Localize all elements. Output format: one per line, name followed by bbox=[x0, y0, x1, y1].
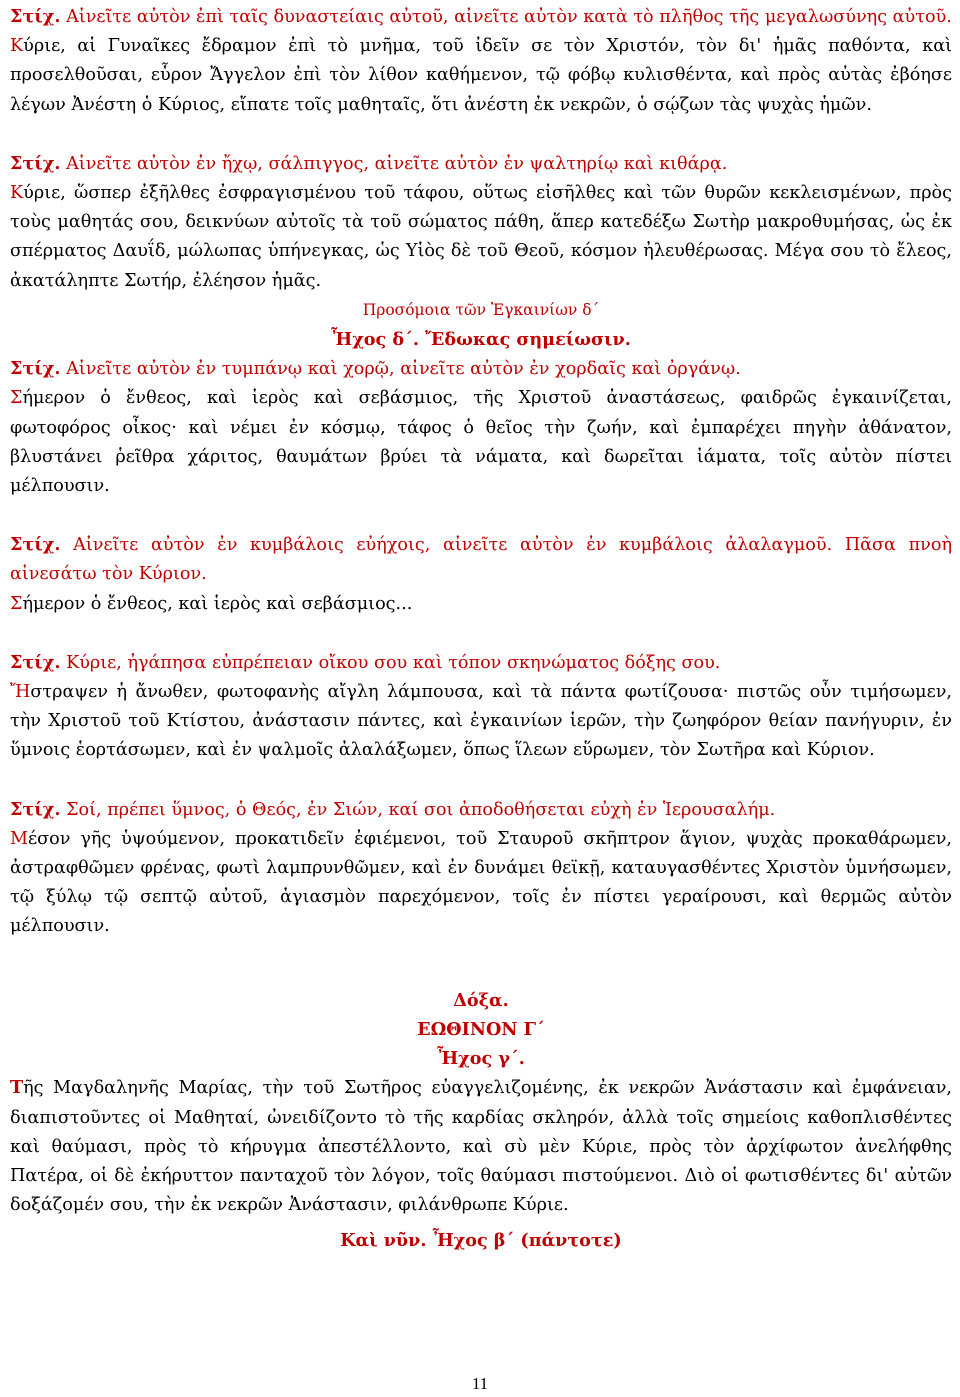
hymn-text: ῆς Μαγδαληνῆς Μαρίας, τὴν τοῦ Σωτῆρος εὐαγγελιζομένης, ἐκ νεκρῶν Ἀνάστασιν καὶ ἐμφάνειαν, διαπιστοῦντες οἱ Μαθηταί, ὠνειδίζοντο τὸ τῆς καρδίας σκληρόν, ἀλλὰ τοῖς σημείοις καθοπλισθέντες καὶ θαύμασι, πρὸς τὸ κήρυγμα ἀπεστέλλοντο, καὶ σὺ μὲν Κύριε, πρὸς τὸν ἀρχίφωτον ἀνελήφθης Πατέρα, οἱ δὲ ἐκήρυττον πανταχοῦ τὸν λόγον, τοῖς θαύμασι πιστούμενοι. Διὸ οἱ φωτισθέντες δι' αὐτῶν δοξάζομέν σου, τὴν ἐκ νεκρῶν Ἀνάστασιν, φιλάνθρωπε Κύριε. bbox=[10, 1078, 952, 1216]
verse-label: Στίχ. bbox=[10, 651, 61, 673]
hymn-paragraph-4 bbox=[10, 590, 952, 619]
verse-text: Αἰνεῖτε αὐτὸν ἐπὶ ταῖς δυναστείαις αὐτοῦ, αἰνεῖτε αὐτὸν κατὰ τὸ πλῆθος τῆς μεγαλωσύνης αὐτοῦ. bbox=[60, 7, 952, 27]
verse-text: Κύριε, ἠγάπησα εὐπρέπειαν οἴκου σου καὶ τόπον σκηνώματος δόξης σου. bbox=[60, 652, 721, 673]
hymn-text: έσον γῆς ὑψούμενον, προκατιδεῖν ἐφιέμενοι, τοῦ Σταυροῦ σκῆπτρον ἅγιον, ψυχὰς προκαθάρωμεν, ἀστραφθῶμεν φρένας, φωτὶ λαμπρυνθῶμεν, καὶ ἐν δυνάμει θεϊκῇ, καταυγασθέντες Χριστὸν ὑμνήσωμεν, τῷ ξύλῳ τῷ σεπτῷ αὐτοῦ, ἁγιασμὸν παρεχόμενον, τοῖς ἐν πίστει γεραίρουσι, καὶ θερμῶς αὐτὸν μέλπουσιν. bbox=[10, 828, 952, 937]
hymn-text: ήμερον ὁ ἔνθεος, καὶ ἱερὸς καὶ σεβάσμιος, τῆς Χριστοῦ ἀναστάσεως, φαιδρῶς ἐγκαινίζεται, φωτοφόρος οἶκος· καὶ νέμει ἐν κόσμῳ, τάφος ὁ θεῖος τὴν ζωήν, καὶ ἐμπαρέχει πηγὴν ἀθάνατον, βλυστάνει ῥεῖθρα χάριτος, θαυμάτων βρύει τὰ νάματα, καὶ δωρεῖται ἰάματα, τοῖς αὐτὸν πίστει μέλπουσιν. bbox=[10, 388, 952, 497]
hymn-paragraph-6 bbox=[10, 825, 952, 942]
page-number: 11 bbox=[471, 1374, 489, 1393]
verse-text: Σοί, πρέπει ὕμνος, ὁ Θεός, ἐν Σιών, καί σοι ἀποδοθήσεται εὐχὴ ἐν Ἱερουσαλήμ. bbox=[60, 799, 776, 820]
hymn-paragraph-1 bbox=[10, 32, 952, 120]
verse-text: Αἰνεῖτε αὐτὸν ἐν τυμπάνῳ καὶ χορῷ, αἰνεῖτε αὐτὸν ἐν χορδαῖς καὶ ὀργάνῳ. bbox=[60, 359, 741, 380]
hymn-text: στραψεν ἡ ἄνωθεν, φωτοφανὴς αἴγλη λάμπουσα, καὶ τὰ πάντα φωτίζουσα· πιστῶς οὖν τιμήσωμεν, τὴν Χριστοῦ τοῦ Κτίστου, ἀνάστασιν πάντες, καὶ ἐγκαινίων ἱερῶν, τὴν ζωηφόρον θείαν πανήγυριν, ἐν ὕμνοις ἑορτάσωμεν, καὶ ἐν ψαλμοῖς ἀλαλάξωμεν, ὅπως ἵλεων εὕρωμεν, τὸν Σωτῆρα καὶ Κύριον. bbox=[10, 682, 952, 761]
hymn-paragraph-2 bbox=[10, 179, 952, 296]
hymn-paragraph-3 bbox=[10, 384, 952, 501]
hymn-initial: Μ bbox=[10, 828, 29, 849]
hymn-text: ύριε, αἱ Γυναῖκες ἔδραμον ἐπὶ τὸ μνῆμα, τοῦ ἰδεῖν σε τὸν Χριστόν, τὸν δι' ἡμᾶς παθόντα, καὶ προσελθοῦσαι, εὗρον Ἄγγελον ἐπὶ τὸν λίθον καθήμενον, τῷ φόβῳ κυλισθέντα, καὶ πρὸς αὐτὰς ἐβόησε λέγων Ἀνέστη ὁ Κύριος, εἴπατε τοῖς μαθηταῖς, ὅτι ἀνέστη ἐκ νεκρῶν, ὁ σῴζων τὰς ψυχὰς ἡμῶν. bbox=[10, 36, 952, 115]
spacer bbox=[10, 766, 952, 795]
verse-paragraph-2 bbox=[10, 149, 952, 179]
hymn-text: ήμερον ὁ ἔνθεος, καὶ ἱερὸς καὶ σεβάσμιος... bbox=[22, 593, 413, 614]
hymn-paragraph-7 bbox=[10, 1073, 952, 1220]
hymn-initial: Κ bbox=[10, 36, 24, 57]
verse-label: Στίχ. bbox=[10, 534, 61, 556]
verse-paragraph-1 bbox=[10, 2, 952, 32]
hymn-initial: Κ bbox=[10, 183, 24, 204]
prosomoia-tone: Ἦχος δ´. Ἔδωκας σημείωσιν. bbox=[331, 329, 631, 351]
doxa-heading: Δόξα. bbox=[453, 989, 509, 1011]
spacer bbox=[10, 619, 952, 648]
doxa-tone: Ἦχος γ´. bbox=[437, 1048, 525, 1070]
hymn-initial: Σ bbox=[10, 388, 23, 409]
hymn-initial: Τ bbox=[10, 1077, 24, 1099]
verse-paragraph-6 bbox=[10, 795, 952, 825]
verse-text: Αἰνεῖτε αὐτὸν ἐν ἤχῳ, σάλπιγγος, αἰνεῖτε αὐτὸν ἐν ψαλτηρίῳ καὶ κιθάρᾳ. bbox=[60, 153, 728, 174]
hymn-paragraph-5 bbox=[10, 678, 952, 766]
spacer bbox=[10, 120, 952, 149]
spacer bbox=[10, 501, 952, 530]
verse-label: Στίχ. bbox=[10, 6, 61, 27]
verse-label: Στίχ. bbox=[10, 152, 61, 174]
prosomoia-title: Προσόμοια τῶν Ἐγκαινίων δ´ bbox=[362, 300, 600, 319]
verse-paragraph-5 bbox=[10, 648, 952, 678]
hymn-initial: Σ bbox=[10, 593, 23, 614]
kai-nyn-heading: Καὶ νῦν. Ἦχος β΄ (πάντοτε) bbox=[340, 1230, 622, 1252]
verse-label: Στίχ. bbox=[10, 358, 61, 380]
verse-paragraph-4 bbox=[10, 530, 952, 589]
eothinon-heading: ΕΩΘΙΝΟΝ Γ΄ bbox=[417, 1018, 545, 1040]
hymn-text: ύριε, ὥσπερ ἐξῆλθες ἐσφραγισμένου τοῦ τάφου, οὕτως εἰσῆλθες καὶ τῶν θυρῶν κεκλεισμένων, πρὸς τοὺς μαθητάς σου, δεικνύων αὐτοῖς τὰ τοῦ σώματος πάθη, ἅπερ κατεδέξω Σωτὴρ μακροθυμήσας, ὡς ἐκ σπέρματος Δαυΐδ, μώλωπας ὑπήνεγκας, ὡς Υἱὸς δὲ τοῦ Θεοῦ, κόσμον ἠλευθέρωσας. Μέγα σου τὸ ἔλεος, ἀκατάληπτε Σωτήρ, ἐλέησον ἡμᾶς. bbox=[10, 183, 952, 291]
verse-label: Στίχ. bbox=[10, 798, 61, 820]
spacer bbox=[10, 942, 952, 986]
hymn-initial: Ἤ bbox=[10, 682, 31, 703]
verse-text: Αἰνεῖτε αὐτὸν ἐν κυμβάλοις εὐήχοις, αἰνεῖτε αὐτὸν ἐν κυμβάλοις ἀλαλαγμοῦ. Πᾶσα πνοὴ αἰνεσάτω τὸν Κύριον. bbox=[10, 535, 952, 585]
verse-paragraph-3 bbox=[10, 354, 952, 384]
